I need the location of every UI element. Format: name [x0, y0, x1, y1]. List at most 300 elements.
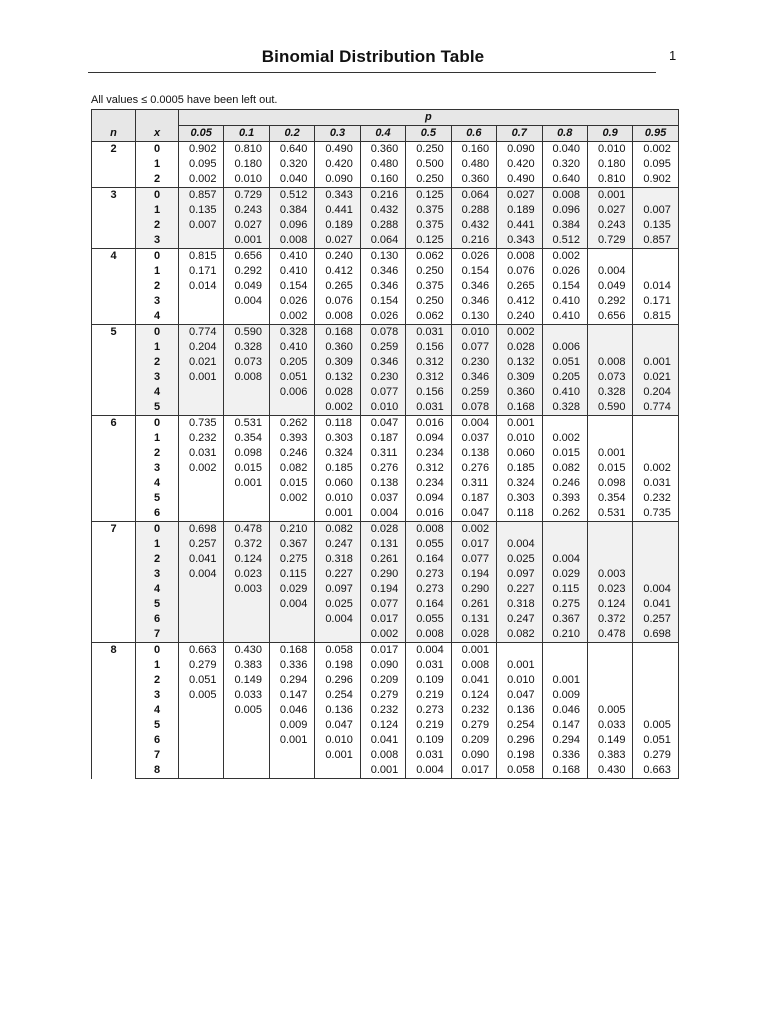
probability-cell: 0.210 — [269, 522, 314, 538]
probability-cell: 0.410 — [542, 385, 587, 400]
probability-cell — [633, 416, 678, 432]
probability-cell: 0.240 — [497, 309, 542, 325]
probability-cell: 0.095 — [179, 157, 224, 172]
probability-cell: 0.393 — [269, 431, 314, 446]
probability-cell — [633, 552, 678, 567]
probability-cell: 0.058 — [315, 643, 360, 659]
table-row — [92, 537, 679, 552]
probability-cell: 0.185 — [315, 461, 360, 476]
probability-cell: 0.062 — [406, 249, 451, 265]
probability-cell: 0.002 — [179, 461, 224, 476]
probability-cell: 0.194 — [451, 567, 496, 582]
probability-cell: 0.219 — [406, 688, 451, 703]
probability-cell: 0.115 — [269, 567, 314, 582]
probability-cell: 0.016 — [406, 506, 451, 522]
table-row — [92, 203, 679, 218]
probability-cell: 0.004 — [360, 506, 405, 522]
probability-cell: 0.005 — [224, 703, 269, 718]
probability-cell: 0.096 — [542, 203, 587, 218]
probability-cell: 0.073 — [224, 355, 269, 370]
probability-cell: 0.312 — [406, 461, 451, 476]
table-row — [92, 763, 679, 779]
probability-cell — [179, 703, 224, 718]
p-column-header: 0.2 — [269, 126, 314, 142]
probability-cell: 0.049 — [587, 279, 632, 294]
probability-cell: 0.015 — [224, 461, 269, 476]
probability-cell: 0.005 — [179, 688, 224, 703]
probability-cell: 0.410 — [269, 249, 314, 265]
x-cell: 1 — [136, 340, 179, 355]
probability-cell: 0.031 — [633, 476, 678, 491]
probability-cell: 0.077 — [451, 340, 496, 355]
probability-cell: 0.346 — [451, 370, 496, 385]
probability-cell: 0.002 — [542, 431, 587, 446]
probability-cell: 0.320 — [542, 157, 587, 172]
p-column-header: 0.6 — [451, 126, 496, 142]
probability-cell: 0.198 — [315, 658, 360, 673]
x-cell: 1 — [136, 537, 179, 552]
n-cell: 6 — [92, 416, 136, 522]
probability-cell: 0.168 — [315, 325, 360, 341]
probability-cell: 0.279 — [633, 748, 678, 763]
probability-cell: 0.008 — [542, 188, 587, 204]
probability-cell: 0.160 — [360, 172, 405, 188]
probability-cell: 0.640 — [542, 172, 587, 188]
probability-cell — [224, 597, 269, 612]
probability-cell: 0.115 — [542, 582, 587, 597]
probability-cell: 0.026 — [451, 249, 496, 265]
probability-cell: 0.372 — [587, 612, 632, 627]
probability-cell: 0.095 — [633, 157, 678, 172]
table-row — [92, 582, 679, 597]
p-column-header: 0.9 — [587, 126, 632, 142]
x-cell: 2 — [136, 355, 179, 370]
probability-cell: 0.005 — [587, 703, 632, 718]
probability-cell: 0.185 — [497, 461, 542, 476]
probability-cell: 0.124 — [224, 552, 269, 567]
table-row — [92, 385, 679, 400]
probability-cell: 0.027 — [497, 188, 542, 204]
probability-cell: 0.008 — [224, 370, 269, 385]
probability-cell: 0.383 — [587, 748, 632, 763]
probability-cell — [269, 763, 314, 779]
probability-cell: 0.135 — [633, 218, 678, 233]
probability-cell: 0.164 — [406, 552, 451, 567]
probability-cell: 0.046 — [269, 703, 314, 718]
probability-cell: 0.002 — [451, 522, 496, 538]
probability-cell: 0.090 — [360, 658, 405, 673]
x-cell: 4 — [136, 703, 179, 718]
probability-cell: 0.204 — [179, 340, 224, 355]
probability-cell: 0.025 — [497, 552, 542, 567]
probability-cell: 0.360 — [497, 385, 542, 400]
probability-cell: 0.010 — [451, 325, 496, 341]
probability-cell: 0.432 — [451, 218, 496, 233]
x-cell: 3 — [136, 688, 179, 703]
probability-cell: 0.412 — [497, 294, 542, 309]
probability-cell: 0.017 — [451, 763, 496, 779]
probability-cell — [497, 643, 542, 659]
n-cell: 3 — [92, 188, 136, 249]
probability-cell: 0.247 — [497, 612, 542, 627]
probability-cell: 0.078 — [360, 325, 405, 341]
probability-cell: 0.412 — [315, 264, 360, 279]
probability-cell: 0.257 — [179, 537, 224, 552]
x-cell: 1 — [136, 431, 179, 446]
probability-cell: 0.015 — [542, 446, 587, 461]
probability-cell — [587, 522, 632, 538]
x-cell: 5 — [136, 597, 179, 612]
probability-cell — [587, 325, 632, 341]
probability-cell: 0.360 — [360, 142, 405, 158]
x-cell: 3 — [136, 567, 179, 582]
probability-cell: 0.060 — [315, 476, 360, 491]
probability-cell: 0.010 — [497, 673, 542, 688]
n-cell: 7 — [92, 522, 136, 643]
probability-cell: 0.232 — [451, 703, 496, 718]
probability-cell: 0.004 — [179, 567, 224, 582]
probability-cell: 0.132 — [315, 370, 360, 385]
probability-cell: 0.343 — [315, 188, 360, 204]
probability-cell — [542, 537, 587, 552]
probability-cell: 0.027 — [224, 218, 269, 233]
probability-cell: 0.262 — [269, 416, 314, 432]
table-row — [92, 748, 679, 763]
probability-cell — [224, 627, 269, 643]
probability-cell: 0.328 — [224, 340, 269, 355]
probability-cell: 0.015 — [269, 476, 314, 491]
probability-cell: 0.160 — [451, 142, 496, 158]
probability-cell — [179, 309, 224, 325]
x-cell: 0 — [136, 188, 179, 204]
table-row — [92, 249, 679, 265]
probability-cell: 0.008 — [269, 233, 314, 249]
probability-cell — [633, 673, 678, 688]
probability-cell: 0.098 — [587, 476, 632, 491]
probability-cell: 0.343 — [497, 233, 542, 249]
probability-cell: 0.008 — [497, 249, 542, 265]
probability-cell: 0.001 — [587, 188, 632, 204]
table-row — [92, 476, 679, 491]
x-cell: 8 — [136, 763, 179, 779]
table-row — [92, 643, 679, 659]
probability-cell: 0.008 — [451, 658, 496, 673]
probability-cell: 0.051 — [179, 673, 224, 688]
table-row — [92, 400, 679, 416]
probability-cell: 0.531 — [224, 416, 269, 432]
probability-cell: 0.393 — [542, 491, 587, 506]
probability-cell: 0.010 — [224, 172, 269, 188]
p-column-header: 0.95 — [633, 126, 678, 142]
table-row — [92, 627, 679, 643]
probability-cell — [587, 249, 632, 265]
probability-cell: 0.259 — [360, 340, 405, 355]
probability-cell: 0.318 — [315, 552, 360, 567]
probability-cell: 0.004 — [587, 264, 632, 279]
probability-cell: 0.138 — [451, 446, 496, 461]
x-cell: 3 — [136, 370, 179, 385]
probability-cell: 0.008 — [406, 522, 451, 538]
probability-cell: 0.432 — [360, 203, 405, 218]
probability-cell: 0.265 — [497, 279, 542, 294]
probability-cell: 0.204 — [633, 385, 678, 400]
probability-cell — [179, 627, 224, 643]
probability-cell: 0.276 — [451, 461, 496, 476]
probability-cell: 0.328 — [542, 400, 587, 416]
page-title: Binomial Distribution Table — [261, 47, 485, 66]
probability-cell: 0.001 — [360, 763, 405, 779]
probability-cell: 0.077 — [360, 385, 405, 400]
probability-cell: 0.250 — [406, 142, 451, 158]
probability-cell: 0.275 — [269, 552, 314, 567]
probability-cell: 0.004 — [542, 552, 587, 567]
probability-cell: 0.276 — [360, 461, 405, 476]
probability-cell: 0.810 — [587, 172, 632, 188]
probability-cell: 0.028 — [497, 340, 542, 355]
probability-cell: 0.031 — [406, 400, 451, 416]
table-row — [92, 673, 679, 688]
n-cell: 2 — [92, 142, 136, 188]
probability-cell: 0.857 — [179, 188, 224, 204]
probability-cell: 0.296 — [497, 733, 542, 748]
probability-cell: 0.384 — [542, 218, 587, 233]
probability-cell: 0.290 — [451, 582, 496, 597]
probability-cell: 0.010 — [497, 431, 542, 446]
p-column-header: 0.1 — [224, 126, 269, 142]
probability-cell: 0.303 — [497, 491, 542, 506]
probability-cell: 0.096 — [269, 218, 314, 233]
probability-cell: 0.420 — [497, 157, 542, 172]
probability-cell: 0.303 — [315, 431, 360, 446]
probability-cell: 0.292 — [224, 264, 269, 279]
x-cell: 1 — [136, 658, 179, 673]
probability-cell: 0.309 — [315, 355, 360, 370]
probability-cell: 0.017 — [360, 612, 405, 627]
probability-cell: 0.001 — [633, 355, 678, 370]
probability-cell: 0.290 — [360, 567, 405, 582]
probability-cell: 0.002 — [360, 627, 405, 643]
probability-cell: 0.001 — [224, 233, 269, 249]
table-row — [92, 355, 679, 370]
x-cell: 1 — [136, 264, 179, 279]
table-row — [92, 688, 679, 703]
probability-cell: 0.001 — [497, 658, 542, 673]
table-row — [92, 172, 679, 188]
probability-cell: 0.590 — [224, 325, 269, 341]
probability-cell: 0.240 — [315, 249, 360, 265]
probability-cell: 0.009 — [269, 718, 314, 733]
probability-cell: 0.082 — [315, 522, 360, 538]
probability-cell: 0.512 — [269, 188, 314, 204]
probability-cell: 0.017 — [451, 537, 496, 552]
probability-cell: 0.246 — [542, 476, 587, 491]
probability-cell — [587, 552, 632, 567]
table-row — [92, 703, 679, 718]
probability-cell: 0.125 — [406, 188, 451, 204]
probability-cell: 0.346 — [451, 294, 496, 309]
probability-cell — [269, 612, 314, 627]
table-row — [92, 733, 679, 748]
probability-cell: 0.441 — [315, 203, 360, 218]
probability-cell: 0.275 — [542, 597, 587, 612]
probability-cell: 0.360 — [315, 340, 360, 355]
probability-cell: 0.279 — [179, 658, 224, 673]
x-cell: 2 — [136, 552, 179, 567]
x-cell: 4 — [136, 309, 179, 325]
probability-cell: 0.027 — [315, 233, 360, 249]
probability-cell: 0.324 — [315, 446, 360, 461]
probability-cell: 0.375 — [406, 218, 451, 233]
probability-cell: 0.375 — [406, 279, 451, 294]
probability-cell: 0.097 — [315, 582, 360, 597]
probability-cell — [179, 748, 224, 763]
probability-cell: 0.094 — [406, 491, 451, 506]
probability-cell — [587, 340, 632, 355]
probability-cell: 0.073 — [587, 370, 632, 385]
x-cell: 1 — [136, 203, 179, 218]
n-header-top — [92, 110, 136, 126]
probability-cell: 0.257 — [633, 612, 678, 627]
probability-cell — [633, 658, 678, 673]
probability-cell: 0.205 — [542, 370, 587, 385]
probability-cell: 0.232 — [633, 491, 678, 506]
probability-cell — [542, 658, 587, 673]
probability-cell — [587, 643, 632, 659]
probability-cell: 0.154 — [360, 294, 405, 309]
probability-cell: 0.047 — [315, 718, 360, 733]
probability-cell — [542, 416, 587, 432]
probability-cell: 0.490 — [497, 172, 542, 188]
x-cell: 5 — [136, 718, 179, 733]
probability-cell — [633, 703, 678, 718]
probability-cell: 0.590 — [587, 400, 632, 416]
page-number: 1 — [669, 48, 677, 63]
probability-cell — [633, 522, 678, 538]
table-body — [92, 142, 679, 779]
probability-cell: 0.008 — [315, 309, 360, 325]
table-row — [92, 340, 679, 355]
probability-cell: 0.135 — [179, 203, 224, 218]
probability-cell: 0.410 — [269, 340, 314, 355]
probability-cell: 0.006 — [542, 340, 587, 355]
table-row — [92, 142, 679, 158]
probability-cell: 0.265 — [315, 279, 360, 294]
probability-cell: 0.478 — [224, 522, 269, 538]
probability-cell: 0.004 — [406, 763, 451, 779]
probability-cell: 0.774 — [633, 400, 678, 416]
probability-cell — [587, 431, 632, 446]
probability-cell: 0.002 — [633, 461, 678, 476]
probability-cell: 0.060 — [497, 446, 542, 461]
probability-cell: 0.198 — [497, 748, 542, 763]
probability-cell: 0.209 — [360, 673, 405, 688]
probability-cell — [315, 627, 360, 643]
probability-cell: 0.216 — [451, 233, 496, 249]
probability-cell: 0.729 — [587, 233, 632, 249]
probability-cell: 0.288 — [360, 218, 405, 233]
probability-cell — [315, 763, 360, 779]
probability-cell: 0.243 — [224, 203, 269, 218]
probability-cell: 0.051 — [269, 370, 314, 385]
probability-cell: 0.273 — [406, 567, 451, 582]
probability-cell: 0.512 — [542, 233, 587, 249]
probability-cell — [179, 506, 224, 522]
probability-cell: 0.094 — [406, 431, 451, 446]
binomial-table — [91, 109, 679, 779]
table-row — [92, 446, 679, 461]
probability-cell: 0.026 — [542, 264, 587, 279]
probability-cell: 0.154 — [451, 264, 496, 279]
probability-cell: 0.168 — [542, 763, 587, 779]
probability-cell: 0.312 — [406, 355, 451, 370]
table-row — [92, 597, 679, 612]
probability-cell: 0.328 — [269, 325, 314, 341]
probability-cell: 0.041 — [360, 733, 405, 748]
probability-cell: 0.774 — [179, 325, 224, 341]
probability-cell — [179, 612, 224, 627]
table-row — [92, 233, 679, 249]
probability-cell: 0.261 — [451, 597, 496, 612]
probability-cell — [633, 340, 678, 355]
probability-cell: 0.029 — [542, 567, 587, 582]
probability-cell: 0.040 — [542, 142, 587, 158]
probability-cell — [179, 733, 224, 748]
probability-cell: 0.250 — [406, 264, 451, 279]
probability-cell: 0.480 — [451, 157, 496, 172]
probability-cell: 0.247 — [315, 537, 360, 552]
x-cell: 0 — [136, 249, 179, 265]
probability-cell — [224, 309, 269, 325]
probability-cell: 0.003 — [224, 582, 269, 597]
probability-cell — [587, 537, 632, 552]
probability-cell — [179, 582, 224, 597]
table-row — [92, 416, 679, 432]
probability-cell — [224, 748, 269, 763]
probability-cell: 0.078 — [451, 400, 496, 416]
probability-cell: 0.232 — [360, 703, 405, 718]
probability-cell: 0.246 — [269, 446, 314, 461]
probability-cell: 0.130 — [360, 249, 405, 265]
table-note: All values ≤ 0.0005 have been left out. — [91, 94, 278, 106]
probability-cell: 0.001 — [497, 416, 542, 432]
table-row — [92, 461, 679, 476]
probability-cell: 0.010 — [315, 491, 360, 506]
probability-cell — [587, 673, 632, 688]
probability-cell: 0.410 — [269, 264, 314, 279]
probability-cell: 0.383 — [224, 658, 269, 673]
probability-cell: 0.346 — [360, 279, 405, 294]
probability-cell: 0.082 — [542, 461, 587, 476]
probability-cell: 0.490 — [315, 142, 360, 158]
table-row — [92, 218, 679, 233]
probability-cell: 0.367 — [542, 612, 587, 627]
table-row — [92, 718, 679, 733]
probability-cell: 0.279 — [451, 718, 496, 733]
probability-cell: 0.023 — [587, 582, 632, 597]
probability-cell: 0.033 — [224, 688, 269, 703]
probability-cell — [633, 537, 678, 552]
probability-cell: 0.346 — [360, 355, 405, 370]
probability-cell: 0.003 — [587, 567, 632, 582]
probability-cell: 0.187 — [360, 431, 405, 446]
probability-cell — [224, 733, 269, 748]
probability-cell: 0.857 — [633, 233, 678, 249]
probability-cell — [224, 763, 269, 779]
probability-cell — [633, 249, 678, 265]
probability-cell: 0.209 — [451, 733, 496, 748]
probability-cell: 0.051 — [542, 355, 587, 370]
probability-cell: 0.480 — [360, 157, 405, 172]
